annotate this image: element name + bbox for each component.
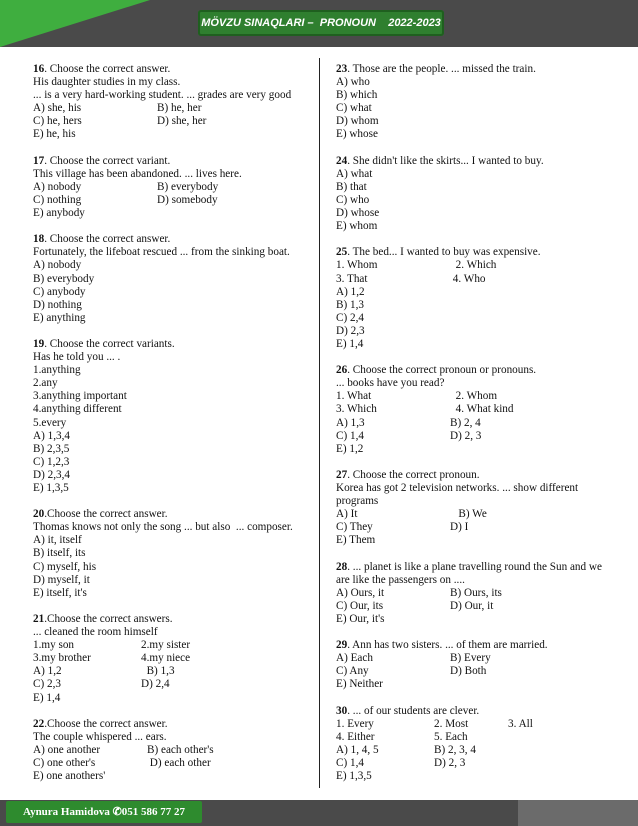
option-row [336,521,618,534]
answer-option: D) nothing [33,298,82,311]
question-line: 4.anything different [33,403,122,416]
question-text: .Choose the correct answer. [44,508,168,521]
answer-option: E) 1,3,5 [33,482,69,494]
answer-option: C) he, hers [33,115,82,128]
option-row [336,115,618,128]
answer-option: E) 1,3,5 [336,770,372,783]
answer-option: C) Any [336,665,369,678]
question-number: 16 [33,63,45,75]
option-row [336,678,618,691]
question-prompt [33,233,313,246]
right-column [336,63,618,783]
option-row [336,665,618,678]
answer-option: 1. What [336,390,372,403]
option-row [336,731,618,744]
question-number: 23 [336,63,348,75]
answer-option: A) it, itself [33,534,82,547]
option-row [336,207,618,220]
answer-option: D) 2,3,4 [33,468,70,481]
answer-option: 4. Either [336,730,375,743]
page-title: MÖVZU SINAQLARI – PRONOUN 2022-2023 [201,17,441,29]
answer-option: E) one anothers' [33,770,106,783]
answer-option: A) 1,2 [336,285,365,298]
option-row [33,194,313,207]
option-row [33,547,313,560]
answer-option: C) 1,2,3 [33,455,70,468]
question-16 [33,63,313,142]
question-24 [336,155,618,234]
question-17 [33,155,313,220]
answer-option: C) Our, its [336,599,384,612]
question-text: . Ann has two sisters. ... of them are married. [347,639,548,652]
answer-option: 4. What kind [450,403,514,416]
option-row [336,613,618,626]
option-row [33,273,313,286]
answer-option: 2. Whom [450,390,498,403]
question-text: . Choose the correct answer. [44,233,171,246]
option-row [336,76,618,89]
question-number: 19 [33,337,45,350]
column-divider [319,58,320,788]
answer-option: B) 1,3 [141,665,175,678]
answer-option: E) 1,4 [336,337,364,350]
question-number: 30 [336,704,348,717]
option-row [33,770,313,783]
question-number: 25 [336,246,348,259]
option-row [336,534,618,547]
option-row [336,194,618,207]
question-prompt [336,246,618,259]
option-row [33,678,313,691]
answer-option: E) anybody [33,207,85,220]
answer-option: A) It [336,508,358,521]
option-row [336,312,618,325]
question-number: 18 [33,233,45,246]
author-name: Aynura Hamidova [22,806,110,818]
answer-option: B) 2,3,5 [33,442,70,455]
option-row [336,443,618,456]
question-line: ... is a very hard-working student. ... grades are very good [33,89,292,102]
option-row [336,181,618,194]
question-line: ... books have you read? [336,377,445,390]
answer-option: C) what [336,102,372,115]
question-line: 5.every [33,416,67,429]
option-row [33,430,313,443]
question-line: The couple whispered ... ears. [33,730,167,743]
option-row [336,770,618,783]
author-info [6,801,202,823]
answer-option: C) who [336,193,370,206]
answer-option: A) who [336,76,370,89]
question-text: . Choose the correct variant. [44,154,171,167]
question-text: . Choose the correct answer. [44,63,171,75]
option-row [33,102,313,115]
answer-option: D) whose [336,207,380,220]
left-column [33,63,313,783]
option-row [33,757,313,770]
answer-option: C) nothing [33,193,82,206]
answer-option: D) Both [450,665,487,678]
question-number: 21 [33,612,45,625]
question-prompt [336,63,618,76]
option-row [336,587,618,600]
option-row [336,652,618,665]
option-row [336,508,618,521]
question-text: .Choose the correct answers. [44,612,173,625]
author-box [6,801,202,823]
question-prompt [336,364,618,377]
question-25 [336,246,618,351]
option-row [33,443,313,456]
option-row [33,299,313,312]
option-row [336,338,618,351]
option-row [336,390,618,403]
answer-option: B) he, her [157,102,202,115]
question-line: Thomas knows not only the song ... but also ... composer. [33,521,293,534]
question-prompt [336,639,618,652]
question-28 [336,561,618,626]
question-line: ... cleaned the room himself [33,626,158,639]
option-row [33,587,313,600]
answer-option: A) she, his [33,102,82,115]
answer-option: A) nobody [33,259,82,272]
answer-option: 1. Every [336,717,374,730]
answer-option: 5. Each [434,730,468,743]
question-prompt [336,561,618,587]
answer-option: C) one other's [33,756,96,769]
question-text: . The bed... I wanted to buy was expensive. [347,246,541,259]
option-row [336,757,618,770]
question-text: . ... planet is like a plane travelling round the Sun and we are like the passengers on .... [336,560,605,586]
option-row [336,220,618,233]
answer-option: D) myself, it [33,573,90,586]
option-row [336,430,618,443]
answer-option: B) 1,3 [336,298,364,311]
question-number: 28 [336,560,348,573]
answer-option: D) 2,4 [141,678,170,691]
option-row [336,168,618,181]
question-18 [33,233,313,325]
option-row [336,259,618,272]
answer-option: E) he, his [33,128,76,141]
option-row [33,456,313,469]
option-row [33,128,313,141]
answer-option: A) Each [336,652,373,665]
question-prompt [33,63,313,76]
question-number: 20 [33,508,45,521]
option-row [33,207,313,220]
answer-option: A) what [336,167,373,180]
option-row [33,469,313,482]
answer-option: E) anything [33,311,86,324]
answer-option: 2.my sister [141,639,191,652]
question-number: 27 [336,468,348,481]
question-prompt [33,338,313,351]
answer-option: C) 2,4 [336,311,364,324]
option-row [336,718,618,731]
question-line: Fortunately, the lifeboat rescued ... from the sinking boat. [33,246,290,259]
question-line: Has he told you ... . [33,351,121,364]
option-row [33,259,313,272]
option-row [336,600,618,613]
answer-option: E) itself, it's [33,586,87,599]
header-accent [0,0,150,47]
option-row [336,299,618,312]
answer-option: D) each other [147,756,211,769]
answer-option: 2. Which [450,259,497,272]
option-row [33,639,313,652]
title-box [198,10,444,36]
answer-option: 4.my niece [141,652,191,665]
question-number: 29 [336,639,348,652]
answer-option: C) anybody [33,285,86,298]
answer-option: E) whom [336,220,378,233]
question-text: . Choose the correct pronoun or pronouns. [347,364,537,377]
option-row [336,89,618,102]
question-30 [336,705,618,784]
answer-option: 2. Most [434,717,469,730]
answer-option: E) Them [336,534,376,547]
question-prompt [33,613,313,626]
answer-option: D) whom [336,115,379,128]
option-row [336,744,618,757]
option-row [33,482,313,495]
question-23 [336,63,618,142]
question-line: 2.any [33,377,58,390]
answer-option: C) 2,3 [33,678,61,691]
answer-option: D) I [450,521,469,534]
answer-option: B) 2, 3, 4 [434,743,476,756]
answer-option: E) Our, it's [336,612,385,625]
answer-option: A) one another [33,743,101,756]
question-27 [336,469,618,548]
answer-option: 3. Which [336,403,377,416]
question-prompt [336,155,618,168]
question-line: His daughter studies in my class. [33,76,181,89]
option-row [33,115,313,128]
answer-option: A) 1,3 [336,416,365,429]
option-row [33,665,313,678]
answer-option: A) nobody [33,180,82,193]
option-row [33,181,313,194]
answer-option: A) 1, 4, 5 [336,743,379,756]
question-prompt [33,718,313,731]
answer-option: 3. All [508,717,533,730]
phone-number: 051 586 77 27 [121,806,186,818]
question-20 [33,508,313,600]
answer-option: B) We [450,508,487,521]
option-row [33,744,313,757]
answer-option: 3.my brother [33,652,91,665]
answer-option: E) whose [336,128,378,141]
question-text: . Those are the people. ... missed the train. [347,63,536,75]
answer-option: C) 1,4 [336,429,364,442]
option-row [336,325,618,338]
option-row [336,102,618,115]
question-19 [33,338,313,495]
question-number: 26 [336,364,348,377]
answer-option: 1. Whom [336,259,378,272]
answer-option: D) 2, 3 [434,756,466,769]
question-prompt [33,508,313,521]
answer-option: B) everybody [157,180,219,193]
answer-option: D) she, her [157,115,207,128]
option-row [336,128,618,141]
option-row [33,652,313,665]
answer-option: D) 2,3 [336,324,365,337]
question-prompt [33,155,313,168]
question-number: 17 [33,154,45,167]
option-row [33,561,313,574]
option-row [33,312,313,325]
answer-option: 1.my son [33,639,75,652]
answer-option: B) Every [450,652,491,665]
question-text: . Choose the correct pronoun. [347,468,480,481]
question-line: 1.anything [33,364,81,377]
question-line: Korea has got 2 television networks. ... show different programs [336,482,581,508]
question-text: . ... of our students are clever. [347,704,480,717]
question-prompt [336,469,618,482]
phone-icon: ✆ [112,806,122,818]
option-row [33,692,313,705]
question-text: . Choose the correct variants. [44,337,175,350]
answer-option: B) which [336,89,378,102]
option-row [336,286,618,299]
question-prompt [336,705,618,718]
answer-option: A) 1,2 [33,665,62,678]
question-21 [33,613,313,705]
answer-option: C) myself, his [33,560,97,573]
footer-accent [518,800,638,826]
question-line: This village has been abandoned. ... lives here. [33,167,242,180]
answer-option: A) 1,3,4 [33,429,70,442]
answer-option: A) Ours, it [336,586,385,599]
answer-option: E) 1,4 [33,691,61,704]
answer-option: E) Neither [336,678,383,691]
answer-option: B) that [336,180,367,193]
option-row [336,403,618,416]
answer-option: D) Our, it [450,599,494,612]
question-text: .Choose the correct answer. [44,717,168,730]
answer-option: E) 1,2 [336,442,364,455]
answer-option: B) Ours, its [450,586,502,599]
answer-option: B) each other's [147,743,214,756]
question-26 [336,364,618,456]
option-row [336,273,618,286]
question-number: 22 [33,717,45,730]
question-29 [336,639,618,691]
answer-option: B) everybody [33,272,95,285]
option-row [33,574,313,587]
option-row [336,417,618,430]
answer-option: D) 2, 3 [450,429,482,442]
question-line: 3.anything important [33,390,127,403]
question-number: 24 [336,154,348,167]
answer-option: D) somebody [157,193,218,206]
answer-option: C) They [336,521,373,534]
answer-option: C) 1,4 [336,756,364,769]
answer-option: B) itself, its [33,547,86,560]
answer-option: 4. Who [450,272,486,285]
option-row [33,286,313,299]
answer-option: 3. That [336,272,368,285]
option-row [33,534,313,547]
question-text: . She didn't like the skirts... I wanted to buy. [347,154,544,167]
question-22 [33,718,313,783]
answer-option: B) 2, 4 [450,416,481,429]
